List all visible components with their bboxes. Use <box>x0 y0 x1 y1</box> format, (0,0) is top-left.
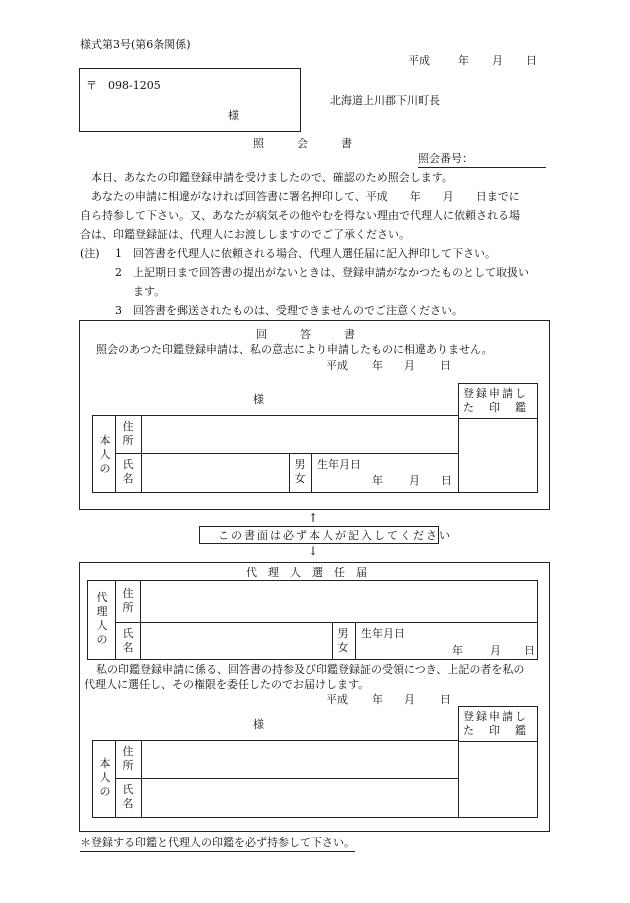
reply-date-day: 日 <box>440 359 451 372</box>
reply-seal-label-2: た 印 鑑 <box>463 401 528 414</box>
proxy-seal-label-1: 登録申請し <box>463 710 528 723</box>
address-honorific: 様 <box>228 109 239 122</box>
proxy-name-label: 氏名 <box>122 627 134 654</box>
reply-seal-label-1: 登録申請し <box>463 387 528 400</box>
reply-date-year: 年 <box>372 359 383 372</box>
instruction-box <box>199 526 452 544</box>
reply-person-table <box>92 415 459 493</box>
instruction-text: この書面は必ず本人が記入してください <box>218 529 452 542</box>
arrow-down-icon: ↓ <box>308 544 319 558</box>
reply-date-month: 月 <box>404 359 415 372</box>
header-date-day: 日 <box>526 54 537 67</box>
proxy-date-era: 平成 <box>326 693 348 706</box>
proxy-principal-name-label: 氏名 <box>122 783 134 810</box>
arrow-up-icon: ↑ <box>308 511 319 525</box>
issuer: 北海道上川郡下川町長 <box>330 94 440 107</box>
notes-label: (注) <box>80 247 100 260</box>
proxy-form <box>79 562 550 832</box>
proxy-person-table <box>87 580 538 660</box>
note-1-num: 1 <box>115 247 122 260</box>
proxy-principal-label: 本人の <box>99 757 111 798</box>
reply-gender-label: 男女 <box>294 458 306 485</box>
body-line-3: 自ら持参して下さい。又、あなたが病気その他やむを得ない理由で代理人に依頼される場 <box>80 209 520 222</box>
note-3-text: 回答書を郵送されたものは、受理できませんのでご注意ください。 <box>133 304 463 317</box>
proxy-principal-address-label: 住所 <box>122 745 134 772</box>
proxy-seal-box <box>458 706 538 818</box>
note-2-text: 上記期日まで回答書の提出がないときは、登録申請がなかつたものとして取扱い <box>133 266 529 279</box>
postal-code: 098-1205 <box>108 79 161 92</box>
inquiry-number-label: 照会番号： <box>418 152 473 165</box>
proxy-gender-label: 男女 <box>337 627 349 654</box>
reply-birth-month: 月 <box>409 474 420 487</box>
proxy-birth-month: 月 <box>490 644 501 657</box>
reply-birth-year: 年 <box>372 474 383 487</box>
proxy-title: 代 理 人 選 任 届 <box>246 566 367 579</box>
reply-honorific: 様 <box>253 393 264 406</box>
reply-address-label: 住所 <box>122 420 134 447</box>
reply-seal-box <box>458 383 538 493</box>
header-date-month: 月 <box>492 54 503 67</box>
proxy-birth-year: 年 <box>452 644 463 657</box>
reply-birth-label: 生年月日 <box>317 458 361 471</box>
reply-form <box>79 320 550 510</box>
proxy-birth-label: 生年月日 <box>361 627 405 640</box>
proxy-date-year: 年 <box>372 693 383 706</box>
reply-person-label: 本人の <box>99 434 111 475</box>
note-2-num: 2 <box>115 266 122 279</box>
reply-date-era: 平成 <box>326 359 348 372</box>
footer-note: ＊登録する印鑑と代理人の印鑑を必ず持参して下さい。 <box>80 836 355 852</box>
reply-title: 回 答 書 <box>256 328 355 341</box>
proxy-person-label: 代理人の <box>96 591 108 646</box>
inquiry-number <box>418 152 546 168</box>
reply-birth-day: 日 <box>441 474 452 487</box>
body-line-1: 本日、あなたの印鑑登録申請を受けましたので、確認のため照会します。 <box>91 171 453 184</box>
address-box <box>79 68 301 132</box>
header-date-era: 平成 <box>408 54 430 67</box>
proxy-statement-2: 代理人に選任し、その権限を委任したのでお届けします。 <box>84 678 370 691</box>
proxy-address-label: 住所 <box>122 587 134 614</box>
proxy-date-day: 日 <box>440 693 451 706</box>
header-date-year: 年 <box>458 54 469 67</box>
doc-title: 照 会 書 <box>253 137 352 150</box>
proxy-date-month: 月 <box>404 693 415 706</box>
note-2-text-cont: ます。 <box>133 285 166 298</box>
proxy-seal-label-2: た 印 鑑 <box>463 724 528 737</box>
reply-name-label: 氏名 <box>122 458 134 485</box>
proxy-statement-1: 私の印鑑登録申請に係る、回答書の持参及び印鑑登録証の受領につき、上記の者を私の <box>96 663 525 676</box>
body-line-2: あなたの申請に相違がなければ回答書に署名押印して、平成 年 月 日までに <box>91 190 520 203</box>
proxy-honorific: 様 <box>253 718 264 731</box>
postal-mark: 〒 <box>86 79 97 92</box>
note-1-text: 回答書を代理人に依頼される場合、代理人選任届に記入押印して下さい。 <box>133 247 496 260</box>
form-number: 様式第3号(第6条関係) <box>80 38 191 51</box>
proxy-birth-day: 日 <box>524 644 535 657</box>
reply-statement: 照会のあつた印鑑登録申請は、私の意志により申請したものに相違ありません。 <box>96 343 493 356</box>
note-3-num: 3 <box>115 304 122 317</box>
body-line-4: 合は、印鑑登録証は、代理人にお渡ししますのでご了承ください。 <box>80 228 410 241</box>
proxy-principal-table <box>92 740 459 818</box>
